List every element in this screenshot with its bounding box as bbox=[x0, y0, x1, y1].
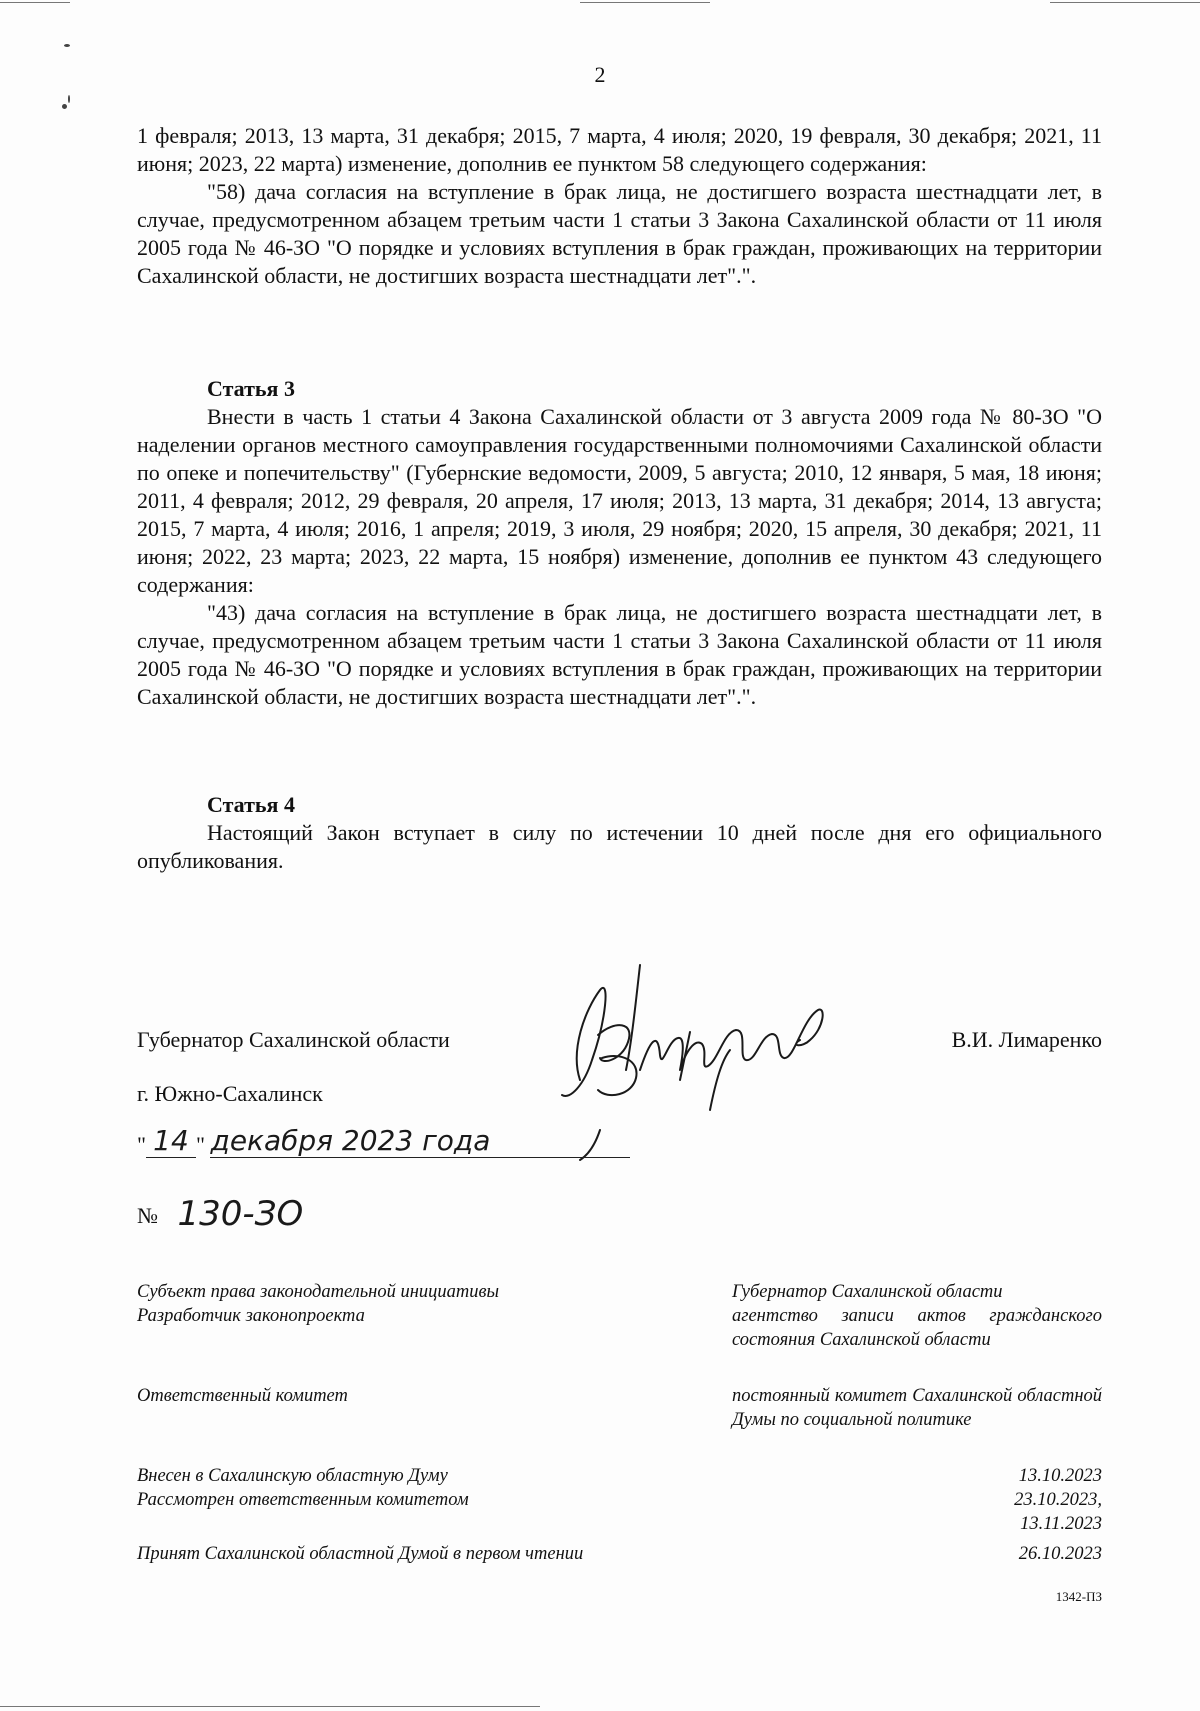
handwritten-signature bbox=[540, 960, 870, 1200]
meta-submitted-label: Внесен в Сахалинскую областную Думу bbox=[137, 1466, 448, 1486]
scan-speck bbox=[64, 44, 70, 47]
meta-submitted-date: 13.10.2023 bbox=[1018, 1466, 1102, 1486]
meta-committee-label: Ответственный комитет bbox=[137, 1386, 348, 1406]
article-4 bbox=[137, 791, 1102, 875]
city-line: г. Южно-Сахалинск bbox=[137, 1081, 323, 1106]
signing-date bbox=[137, 1126, 630, 1160]
page-number: 2 bbox=[594, 62, 606, 87]
scan-edge-line bbox=[1050, 2, 1200, 3]
meta-developer-label: Разработчик законопроекта bbox=[137, 1306, 365, 1326]
paragraph-point-43: "43) дача согласия на вступление в брак лица, не достигшего возраста шестнадцати лет, в случае, предусмотренном абзацем третьим части 1 статьи 3 Закона Сахалинской области от 11 июля 2005 года № 46-ЗО "О порядке и условиях вступления в брак граждан, проживающих на территории Сахалинской области, не достигших возраста шестнадцати лет".". bbox=[137, 600, 1102, 709]
governor-title: Губернатор Сахалинской области bbox=[137, 1027, 450, 1052]
scan-speck bbox=[68, 95, 70, 103]
meta-adopted-label: Принят Сахалинской областной Думой в первом чтении bbox=[137, 1544, 584, 1564]
article-4-heading: Статья 4 bbox=[207, 792, 295, 817]
meta-reviewed-label: Рассмотрен ответственным комитетом bbox=[137, 1490, 469, 1510]
meta-initiative-label: Субъект права законодательной инициативы bbox=[137, 1282, 500, 1302]
law-number bbox=[137, 1192, 303, 1232]
governor-name: В.И. Лимаренко bbox=[951, 1027, 1102, 1052]
date-day: 14 bbox=[146, 1124, 196, 1158]
meta-reviewed-date-2: 13.11.2023 bbox=[1020, 1514, 1102, 1534]
date-close-quote: " bbox=[195, 1132, 205, 1157]
scan-edge-line bbox=[0, 1706, 540, 1707]
number-value: 130-ЗО bbox=[177, 1194, 304, 1234]
scan-edge-line bbox=[0, 2, 70, 3]
article-4-body: Настоящий Закон вступает в силу по истечении 10 дней после дня его официального опубликования. bbox=[137, 820, 1102, 873]
footer-code: 1342-ПЗ bbox=[1055, 1589, 1102, 1604]
number-label: № bbox=[137, 1203, 158, 1228]
date-month-year: декабря 2023 года bbox=[210, 1124, 630, 1158]
scan-speck bbox=[62, 104, 67, 109]
article-3 bbox=[137, 375, 1102, 711]
meta-committee-value: постоянный комитет Сахалинской областной Думы по социальной политике bbox=[732, 1386, 1102, 1430]
paragraph-amendment-intro: 1 февраля; 2013, 13 марта, 31 декабря; 2015, 7 марта, 4 июля; 2020, 19 февраля, 30 декабря; 2021, 11 июня; 2023, 22 марта) изменение, дополнив ее пунктом 58 следующего содержания: bbox=[137, 123, 1102, 176]
paragraph-point-58: "58) дача согласия на вступление в брак лица, не достигшего возраста шестнадцати лет, в случае, предусмотренном абзацем третьим части 1 статьи 3 Закона Сахалинской области от 11 июля 2005 года № 46-ЗО "О порядке и условиях вступления в брак граждан, проживающих на территории Сахалинской области, не достигших возраста шестнадцати лет".". bbox=[137, 179, 1102, 288]
meta-initiative-value: Губернатор Сахалинской области bbox=[732, 1282, 1003, 1302]
meta-reviewed-date-1: 23.10.2023, bbox=[1014, 1490, 1102, 1510]
article-3-heading: Статья 3 bbox=[207, 376, 295, 401]
section-continuation bbox=[137, 122, 1102, 290]
article-3-body: Внести в часть 1 статьи 4 Закона Сахалинской области от 3 августа 2009 года № 80-ЗО "О наделении органов местного самоуправления государственными полномочиями Сахалинской области по опеке и попечительству" (Губернские ведомости, 2009, 5 августа; 2010, 12 января, 5 мая, 18 июня; 2011, 4 февраля; 2012, 29 февраля, 20 апреля, 17 июля; 2013, 13 марта, 31 декабря; 2014, 13 августа; 2015, 7 марта, 4 июля; 2016, 1 апреля; 2019, 3 июля, 29 ноября; 2020, 15 апреля, 30 декабря; 2021, 11 июня; 2022, 23 марта; 2023, 22 марта, 15 ноября) изменение, дополнив ее пунктом 43 следующего содержания: bbox=[137, 404, 1102, 597]
scan-edge-line bbox=[580, 2, 710, 3]
meta-adopted-date: 26.10.2023 bbox=[1018, 1544, 1102, 1564]
date-open-quote: " bbox=[137, 1132, 146, 1157]
meta-developer-value: агентство записи актов гражданского состояния Сахалинской области bbox=[732, 1306, 1102, 1350]
